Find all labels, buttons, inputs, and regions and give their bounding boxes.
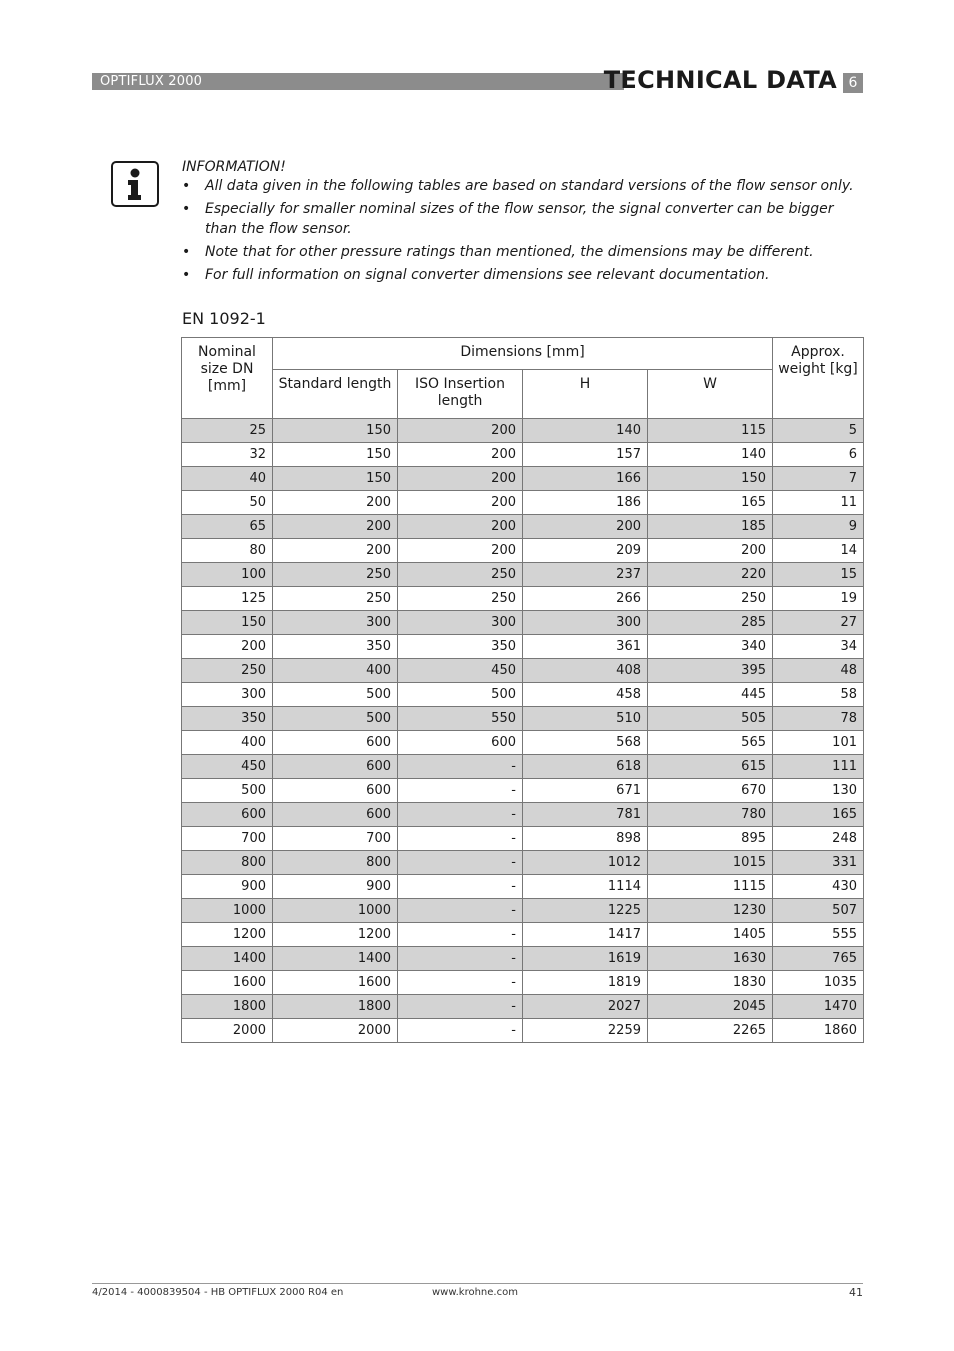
table-cell: 209 [523,539,648,563]
table-row [182,779,864,803]
table-cell: 115 [648,419,773,443]
info-bullet: • For full information on signal converter dimensions see relevant documentation. [182,265,862,285]
table-cell: 2265 [648,1019,773,1043]
table-cell: 1400 [182,947,273,971]
table-row [182,851,864,875]
table-cell: 19 [773,587,864,611]
table-cell: 140 [648,443,773,467]
information-heading: INFORMATION! [182,159,286,175]
table-cell: 568 [523,731,648,755]
table-cell: - [398,995,523,1019]
table-cell: 400 [182,731,273,755]
table-cell: 765 [773,947,864,971]
table-cell: - [398,947,523,971]
table-cell: 500 [182,779,273,803]
table-cell: 250 [273,563,398,587]
table-cell: 600 [182,803,273,827]
table-cell: 1035 [773,971,864,995]
table-cell: 670 [648,779,773,803]
table-cell: 400 [273,659,398,683]
table-cell: 450 [182,755,273,779]
table-row [182,635,864,659]
table-cell: 130 [773,779,864,803]
table-cell: 140 [523,419,648,443]
table-cell: 1200 [182,923,273,947]
table-cell: 185 [648,515,773,539]
table-cell: 615 [648,755,773,779]
table-cell: 78 [773,707,864,731]
table-cell: 1225 [523,899,648,923]
table-cell: 300 [523,611,648,635]
table-cell: 200 [398,539,523,563]
table-cell: 2000 [182,1019,273,1043]
header-weight: Approx. weight [kg] [773,338,864,419]
table-cell: 2027 [523,995,648,1019]
table-cell: 300 [398,611,523,635]
page-number: 41 [849,1286,863,1299]
table-cell: 1114 [523,875,648,899]
table-cell: 1619 [523,947,648,971]
table-cell: 1800 [182,995,273,1019]
header-nominal-size: Nominal size DN [mm] [182,338,273,419]
table-row [182,515,864,539]
table-row [182,1019,864,1043]
table-cell: 408 [523,659,648,683]
table-cell: - [398,923,523,947]
table-cell: 48 [773,659,864,683]
table-cell: 250 [182,659,273,683]
table-body [182,419,864,1043]
table-cell: - [398,827,523,851]
table-cell: 200 [273,515,398,539]
table-cell: 50 [182,491,273,515]
table-cell: - [398,875,523,899]
header-standard-length: Standard length [273,370,398,419]
table-cell: 565 [648,731,773,755]
table-cell: 700 [273,827,398,851]
table-cell: 340 [648,635,773,659]
table-cell: - [398,1019,523,1043]
table-row [182,467,864,491]
table-row [182,419,864,443]
table-cell: 111 [773,755,864,779]
table-cell: 350 [273,635,398,659]
table-row [182,923,864,947]
table-row [182,683,864,707]
table-cell: 165 [773,803,864,827]
table-cell: 150 [182,611,273,635]
table-cell: 266 [523,587,648,611]
table-cell: 2000 [273,1019,398,1043]
table-cell: 186 [523,491,648,515]
table-cell: 800 [273,851,398,875]
table-row [182,947,864,971]
table-cell: 125 [182,587,273,611]
table-cell: 671 [523,779,648,803]
table-cell: 780 [648,803,773,827]
table-row [182,443,864,467]
table-cell: 6 [773,443,864,467]
table-row [182,803,864,827]
table-cell: 2045 [648,995,773,1019]
info-bullet: • All data given in the following tables are based on standard versions of the flow sensor only. [182,176,862,196]
table-cell: - [398,899,523,923]
table-cell: 555 [773,923,864,947]
info-bullet: • Note that for other pressure ratings than mentioned, the dimensions may be different. [182,242,862,262]
table-cell: 600 [398,731,523,755]
table-cell: 1800 [273,995,398,1019]
table-cell: 510 [523,707,648,731]
table-cell: 618 [523,755,648,779]
table-cell: 150 [273,419,398,443]
header-iso-length: ISO Insertion length [398,370,523,419]
table-cell: 1860 [773,1019,864,1043]
chapter-title: TECHNICAL DATA [603,66,837,94]
table-cell: 1400 [273,947,398,971]
table-cell: 250 [648,587,773,611]
table-row [182,755,864,779]
table-row [182,611,864,635]
table-cell: 80 [182,539,273,563]
table-cell: 600 [273,803,398,827]
table-cell: 1115 [648,875,773,899]
table-cell: 237 [523,563,648,587]
table-cell: 5 [773,419,864,443]
table-cell: 32 [182,443,273,467]
table-cell: 101 [773,731,864,755]
info-icon [111,161,159,207]
table-cell: 895 [648,827,773,851]
table-cell: 200 [398,491,523,515]
table-cell: 300 [273,611,398,635]
table-cell: 1405 [648,923,773,947]
table-cell: 1417 [523,923,648,947]
table-cell: 250 [398,587,523,611]
table-cell: 9 [773,515,864,539]
table-cell: 1470 [773,995,864,1019]
table-cell: 900 [182,875,273,899]
table-cell: 165 [648,491,773,515]
header-h: H [523,370,648,419]
footer-divider [92,1283,863,1284]
table-cell: 65 [182,515,273,539]
table-cell: 250 [398,563,523,587]
table-cell: 15 [773,563,864,587]
table-cell: 500 [273,707,398,731]
table-cell: 200 [398,419,523,443]
footer-website-link[interactable]: www.krohne.com [432,1287,518,1298]
table-cell: 361 [523,635,648,659]
table-cell: 445 [648,683,773,707]
footer-document-id: 4/2014 - 4000839504 - HB OPTIFLUX 2000 R04 en [92,1287,344,1298]
table-cell: 166 [523,467,648,491]
table-row [182,827,864,851]
table-row [182,539,864,563]
dimensions-table [181,337,864,1043]
header-product-name: OPTIFLUX 2000 [100,74,203,89]
table-cell: 1000 [182,899,273,923]
table-row [182,659,864,683]
table-cell: 200 [398,467,523,491]
table-cell: 14 [773,539,864,563]
table-cell: 1600 [182,971,273,995]
table-cell: 200 [273,491,398,515]
table-cell: 450 [398,659,523,683]
table-cell: 350 [398,635,523,659]
information-list [182,176,862,288]
table-cell: 1630 [648,947,773,971]
table-row [182,587,864,611]
table-cell: - [398,755,523,779]
table-cell: 1200 [273,923,398,947]
table-cell: 100 [182,563,273,587]
table-cell: 600 [273,779,398,803]
table-cell: 1000 [273,899,398,923]
table-cell: 200 [523,515,648,539]
table-row [182,971,864,995]
header-dimensions: Dimensions [mm] [273,338,773,370]
table-cell: 150 [648,467,773,491]
table-cell: 58 [773,683,864,707]
table-cell: 150 [273,443,398,467]
table-cell: 500 [398,683,523,707]
table-cell: - [398,803,523,827]
table-cell: 150 [273,467,398,491]
table-cell: 395 [648,659,773,683]
table-cell: 550 [398,707,523,731]
table-cell: 1015 [648,851,773,875]
table-cell: 2259 [523,1019,648,1043]
table-cell: 200 [398,443,523,467]
table-cell: 1012 [523,851,648,875]
table-cell: 800 [182,851,273,875]
table-cell: 220 [648,563,773,587]
table-cell: 1600 [273,971,398,995]
table-row [182,995,864,1019]
table-row [182,491,864,515]
table-cell: 781 [523,803,648,827]
header-w: W [648,370,773,419]
table-cell: 700 [182,827,273,851]
table-row [182,875,864,899]
table-cell: 1830 [648,971,773,995]
table-row [182,731,864,755]
table-cell: 507 [773,899,864,923]
chapter-number: 6 [843,73,863,93]
table-cell: - [398,779,523,803]
table-cell: 898 [523,827,648,851]
table-cell: 430 [773,875,864,899]
table-cell: 34 [773,635,864,659]
table-row [182,899,864,923]
table-row [182,707,864,731]
table-cell: 331 [773,851,864,875]
table-cell: 458 [523,683,648,707]
table-cell: 248 [773,827,864,851]
table-cell: 200 [182,635,273,659]
table-cell: 350 [182,707,273,731]
table-cell: 200 [648,539,773,563]
table-cell: 40 [182,467,273,491]
table-cell: 200 [398,515,523,539]
table-row [182,563,864,587]
table-cell: 285 [648,611,773,635]
table-cell: - [398,851,523,875]
table-cell: 27 [773,611,864,635]
table-cell: 505 [648,707,773,731]
table-cell: 200 [273,539,398,563]
table-cell: 157 [523,443,648,467]
table-cell: 900 [273,875,398,899]
table-cell: 300 [182,683,273,707]
table-cell: - [398,971,523,995]
table-cell: 7 [773,467,864,491]
table-cell: 600 [273,755,398,779]
table-cell: 600 [273,731,398,755]
table-cell: 500 [273,683,398,707]
table-cell: 11 [773,491,864,515]
info-bullet: • Especially for smaller nominal sizes of the flow sensor, the signal converter can be bigger than the flow sensor. [182,199,862,239]
table-cell: 250 [273,587,398,611]
table-cell: 1819 [523,971,648,995]
table-cell: 25 [182,419,273,443]
table-cell: 1230 [648,899,773,923]
section-title: EN 1092-1 [182,309,266,328]
